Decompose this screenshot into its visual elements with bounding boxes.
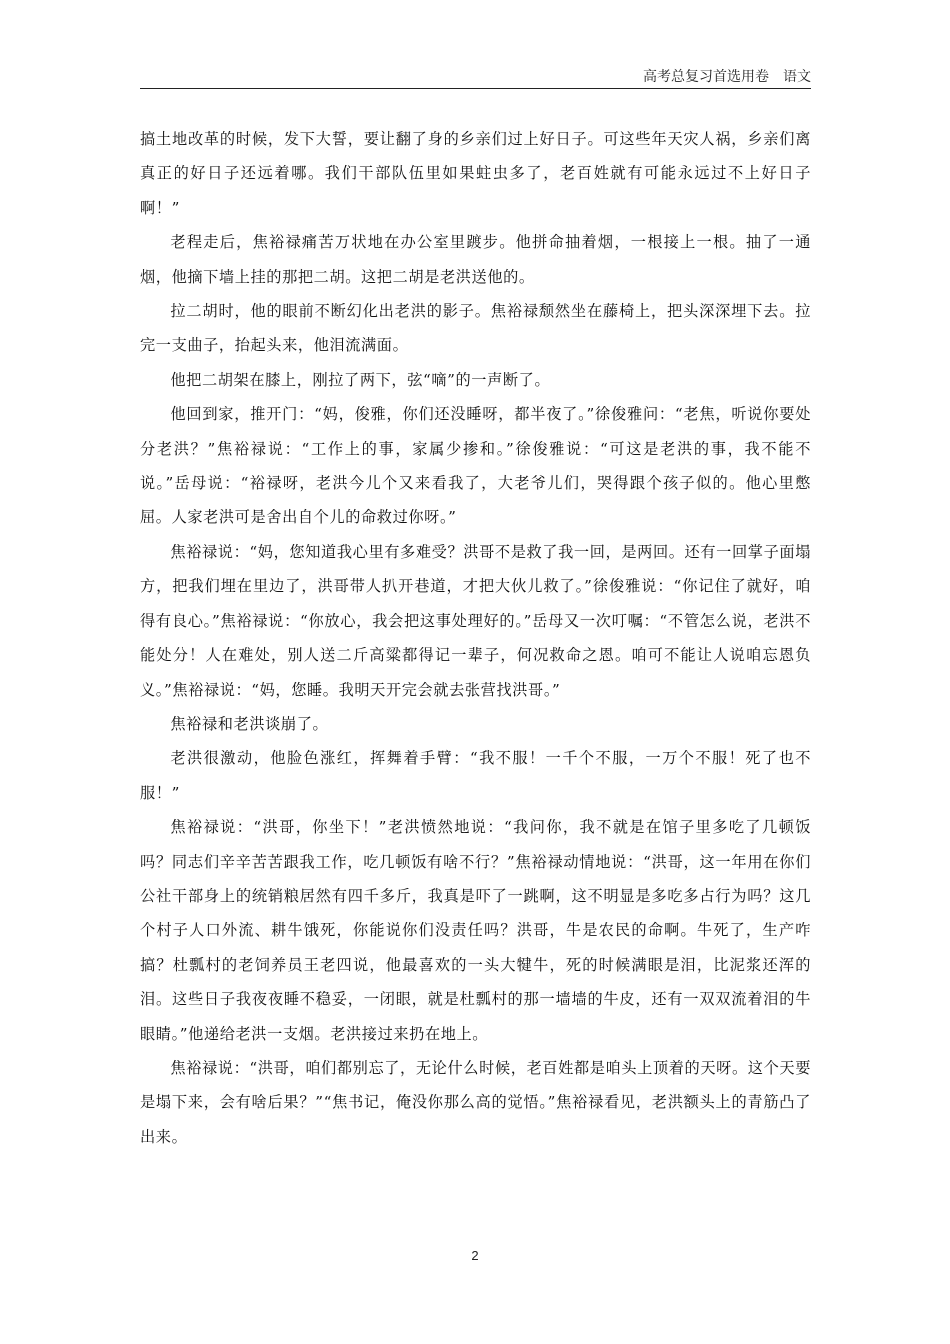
body-text: [140, 122, 811, 1154]
paragraph: 焦裕禄说：“妈，您知道我心里有多难受？洪哥不是救了我一回，是两回。还有一回掌子面塌方，把我们埋在里边了，洪哥带人扒开巷道，才把大伙儿救了。”徐俊雅说：“你记住了就好，咱得有良心。”焦裕禄说：“你放心，我会把这事处理好的。”岳母又一次叮嘱：“不管怎么说，老洪不能处分！人在难处，别人送二斤高粱都得记一辈子，何况救命之恩。咱可不能让人说咱忘恩负义。”焦裕禄说：“妈，您睡。我明天开完会就去张营找洪哥。”: [140, 542, 811, 699]
paragraph: 他把二胡架在膝上，刚拉了两下，弦“嘀”的一声断了。: [170, 370, 551, 389]
header-title: 高考总复习首选用卷 语文: [643, 69, 811, 85]
paragraph: 焦裕禄和老洪谈崩了。: [170, 714, 329, 733]
page-header: [140, 68, 811, 89]
paragraph: 焦裕禄说：“洪哥，你坐下！”老洪愤然地说：“我问你，我不就是在馆子里多吃了几顿饭吗？同志们辛辛苦苦跟我工作，吃几顿饭有啥不行？”焦裕禄动情地说：“洪哥，这一年用在你们公社干部身上的统销粮居然有四千多斤，我真是吓了一跳啊，这不明显是多吃多占行为吗？这几个村子人口外流、耕牛饿死，你能说你们没责任吗？洪哥，牛是农民的命啊。牛死了，生产咋搞？杜瓢村的老饲养员王老四说，他最喜欢的一头大犍牛，死的时候满眼是泪，比泥浆还浑的泪。这些日子我夜夜睡不稳妥，一闭眼，就是杜瓢村的那一墙墙的牛皮，还有一双双流着泪的牛眼睛。”他递给老洪一支烟。老洪接过来扔在地上。: [140, 818, 811, 1043]
paragraph: 老洪很激动，他脸色涨红，挥舞着手臂：“我不服！一千个不服，一万个不服！死了也不服！”: [140, 749, 811, 802]
page-number: 2: [471, 1248, 479, 1263]
paragraph: 拉二胡时，他的眼前不断幻化出老洪的影子。焦裕禄颓然坐在藤椅上，把头深深埋下去。拉完一支曲子，抬起头来，他泪流满面。: [140, 302, 811, 355]
paragraph: 老程走后，焦裕禄痛苦万状地在办公室里踱步。他拼命抽着烟，一根接上一根。抽了一通烟，他摘下墙上挂的那把二胡。这把二胡是老洪送他的。: [140, 233, 811, 286]
paragraph: 他回到家，推开门：“妈，俊雅，你们还没睡呀，都半夜了。”徐俊雅问：“老焦，听说你要处分老洪？”焦裕禄说：“工作上的事，家属少掺和。”徐俊雅说：“可这是老洪的事，我不能不说。”岳母说：“裕禄呀，老洪今儿个又来看我了，大老爷儿们，哭得跟个孩子似的。他心里憋屈。人家老洪可是舍出自个儿的命救过你呀。”: [140, 405, 811, 527]
paragraph-continuation: 搞土地改革的时候，发下大誓，要让翻了身的乡亲们过上好日子。可这些年天灾人祸，乡亲们离真正的好日子还远着哪。我们干部队伍里如果蛀虫多了，老百姓就有可能永远过不上好日子啊！”: [140, 130, 811, 217]
paragraph: 焦裕禄说：“洪哥，咱们都别忘了，无论什么时候，老百姓都是咱头上顶着的天呀。这个天要是塌下来，会有啥后果？”“焦书记，俺没你那么高的觉悟。”焦裕禄看见，老洪额头上的青筋凸了出来。: [140, 1058, 811, 1146]
